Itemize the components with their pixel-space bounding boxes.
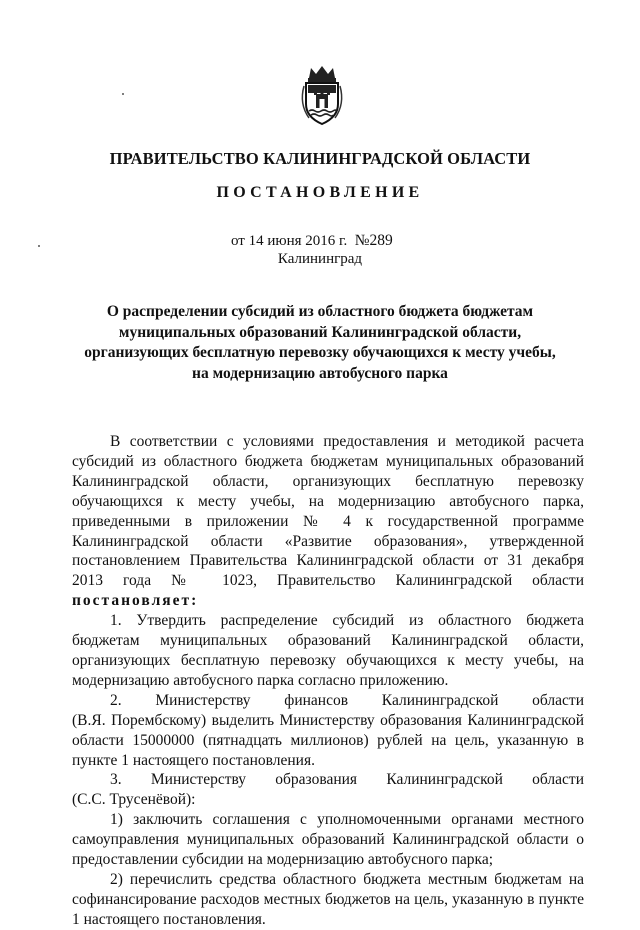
document-title: [0, 302, 640, 384]
resolves-colon: :: [191, 592, 199, 610]
item-3-2: 2) перечислить средства областного бюджета местным бюджетам на софинансирование расходов местных бюджетов на цель, указанную в пункте 1 настоящего постановления.: [72, 870, 584, 928]
date-prefix: от: [231, 233, 245, 249]
item-2-text: (В.Я. Порембскому) выделить Министерству образования Калининградской области 15000000 (пятнадцать миллионов) рублей на цель, указанную в пункте 1 настоящего постановления.: [72, 711, 584, 769]
date-line: [231, 232, 393, 250]
title-line: на модернизацию автобусного парка: [192, 364, 448, 382]
item-3-text: (С.С. Трусенёвой):: [72, 791, 196, 809]
item-2-line1: 2. Министерству финансов Калининградской области: [110, 691, 584, 709]
title-line: муниципальных образований Калининградской области,: [118, 323, 522, 341]
item-3-line1: 3. Министерству образования Калининградской области: [110, 771, 584, 789]
document-type: ПОСТАНОВЛЕНИЕ: [216, 184, 424, 201]
kaliningrad-coat-of-arms-icon: [297, 64, 347, 126]
scan-speck: [38, 245, 40, 247]
preamble-paragraph: [72, 432, 584, 611]
document-date: 14 июня 2016 г.: [248, 233, 348, 249]
resolves-word: постановляет: [72, 592, 192, 610]
document-body: [72, 432, 584, 930]
title-line: организующих бесплатную перевозку обучающихся к месту учебы,: [84, 344, 556, 361]
item-1: 1. Утвердить распределение субсидий из областного бюджета бюджетам муниципальных образований Калининградской области, организующих бесплатную перевозку обучающихся к месту учебы, на модернизацию автобусного парка согласно приложению.: [72, 612, 584, 689]
item-3-1: 1) заключить соглашения с уполномоченными органами местного самоуправления муниципальных образований Калининградской области о предоставлении субсидии на модернизацию автобусного парка;: [72, 811, 584, 869]
document-city: Калининград: [277, 251, 363, 267]
scan-speck: [122, 93, 124, 95]
government-name: ПРАВИТЕЛЬСТВО КАЛИНИНГРАДСКОЙ ОБЛАСТИ: [109, 149, 531, 168]
preamble-text: В соответствии с условиями предоставления и методикой расчета субсидий из областного бюджета бюджетам муниципальных образований Калининградской области, организующих бесплатную перевозку обучающихся к месту учебы, на модернизацию автобусного парка, приведенными в приложении № 4 к государственной программе Калининградской области «Развитие образования», утвержденной постановлением Правительства Калининградской области от 31 декабря 2013 года № 1023, Правительство Калининградской области: [72, 433, 584, 590]
document-number: №289: [354, 232, 393, 249]
title-line: О распределении субсидий из областного бюджета бюджетам: [106, 303, 534, 320]
